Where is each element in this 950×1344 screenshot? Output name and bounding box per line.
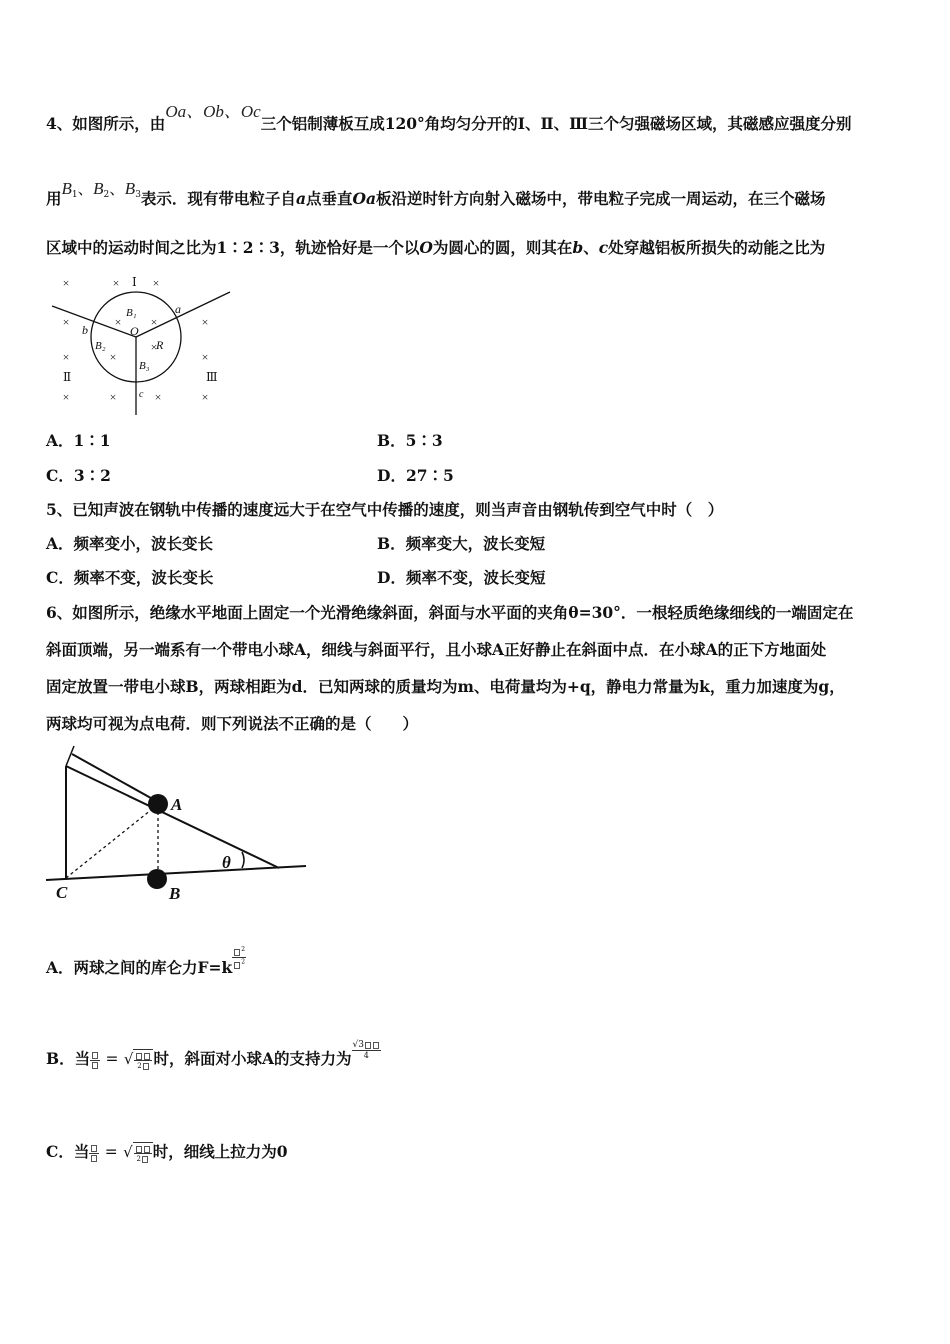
q4-plates-symbol: Oa、Ob、Oc <box>165 102 261 121</box>
q6-line-2: 斜面顶端，另一端系有一个带电小球A，细线与斜面平行，且小球A正好静止在斜面中点．在小球A的正下方地面处 <box>46 640 827 659</box>
q5-option-d[interactable]: D．频率不变，波长变短 <box>377 568 546 587</box>
incline-slope <box>66 766 279 868</box>
svg-text:×: × <box>62 315 70 329</box>
region-3-label: Ⅲ <box>206 370 218 384</box>
ratio-fraction <box>90 1051 100 1070</box>
ground-line <box>46 866 306 880</box>
formula-fraction: $\frac{^2}{^2}$ <box>232 945 246 969</box>
svg-text:×: × <box>62 350 70 364</box>
string <box>72 754 158 802</box>
region-1-label: Ⅰ <box>132 275 137 289</box>
svg-text:×: × <box>62 390 70 404</box>
radius-label: R <box>156 338 164 352</box>
b1-label: B₁ <box>126 307 137 319</box>
b2-label: B₂ <box>95 340 106 352</box>
point-b-label: b <box>82 323 88 337</box>
incline-figure <box>44 744 309 906</box>
ball-b <box>147 869 167 889</box>
angle-theta-label: θ <box>222 853 231 872</box>
q4-field-symbols: $B_1$、$B_2$、$B_3$ <box>61 179 141 200</box>
q6-option-b[interactable]: B．当 = √ 2 时，斜面对小球A的支持力为 $\frac{√3}{4}$ <box>46 1049 381 1071</box>
q4-option-d[interactable]: D．27∶5 <box>377 466 454 485</box>
svg-text:×: × <box>152 276 160 290</box>
svg-text:×: × <box>62 276 70 290</box>
q4-line-2: 用$B_1$、$B_2$、$B_3$表示．现有带电粒子自a点垂直Oa板沿逆时针方向射入磁场中，带电粒子完成一周运动，在三个磁场 <box>46 179 826 208</box>
region-2-label: Ⅱ <box>63 370 72 384</box>
point-a-label: a <box>175 302 181 316</box>
svg-text:×: × <box>109 350 117 364</box>
q6-option-c[interactable]: C．当 = √ 2 时，细线上拉力为0 <box>46 1142 288 1163</box>
ratio-fraction <box>89 1144 99 1163</box>
q6-line-3: 固定放置一带电小球B，两球相距为d．已知两球的质量均为m、电荷量均为+q，静电力常量为k，重力加速度为g， <box>46 677 845 696</box>
sqrt-expression: √ 2 <box>124 1049 154 1071</box>
q4-option-a[interactable]: A．1∶1 <box>46 431 111 450</box>
svg-text:×: × <box>109 390 117 404</box>
svg-text:×: × <box>201 390 209 404</box>
q6-line-4: 两球均可视为点电荷．则下列说法不正确的是（ ） <box>46 714 419 733</box>
q5-option-b[interactable]: B．频率变大，波长变短 <box>377 534 546 553</box>
q5-option-c[interactable]: C．频率不变，波长变长 <box>46 568 214 587</box>
ball-b-label: B <box>169 884 181 903</box>
q6-line-1: 6、如图所示，绝缘水平地面上固定一个光滑绝缘斜面，斜面与水平面的夹角θ=30°．一根轻质绝缘细线的一端固定在 <box>46 603 854 622</box>
b3-label: B₃ <box>139 360 150 372</box>
ball-a-label: A <box>171 795 183 814</box>
svg-text:×: × <box>114 315 122 329</box>
svg-text:×: × <box>201 350 209 364</box>
q4-option-c[interactable]: C．3∶2 <box>46 466 111 485</box>
q5-question: 5、已知声波在钢轨中传播的速度远大于在空气中传播的速度，则当声音由钢轨传到空气中时（ ） <box>46 500 724 519</box>
point-c-label: C <box>56 883 68 902</box>
svg-text:×: × <box>112 276 120 290</box>
svg-text:×: × <box>150 315 158 329</box>
q4-line-3: 区域中的运动时间之比为1∶2∶3，轨迹恰好是一个以O为圆心的圆，则其在b、c处穿越铝板所损失的动能之比为 <box>46 238 826 257</box>
magnetic-field-figure <box>46 270 241 418</box>
q6-option-a[interactable]: A．两球之间的库仑力F=k $\frac{^2}{^2}$ <box>46 946 246 978</box>
support-force-fraction: $\frac{√3}{4}$ <box>352 1040 381 1060</box>
svg-text:×: × <box>150 340 158 354</box>
ball-a <box>148 794 168 814</box>
svg-text:×: × <box>201 315 209 329</box>
q4-option-b[interactable]: B．5∶3 <box>377 431 443 450</box>
sqrt-expression: √ 2 <box>123 1142 153 1164</box>
svg-text:×: × <box>154 390 162 404</box>
q4-line-1: 4、如图所示，由Oa、Ob、Oc三个铝制薄板互成120°角均匀分开的Ⅰ、Ⅱ、Ⅲ三个匀强磁场区域，其磁感应强度分别 <box>46 102 852 133</box>
center-o-label: O <box>130 324 139 338</box>
q4-number: 4、 <box>46 114 73 133</box>
q5-option-a[interactable]: A．频率变小，波长变长 <box>46 534 214 553</box>
point-c-label: c <box>139 389 144 400</box>
